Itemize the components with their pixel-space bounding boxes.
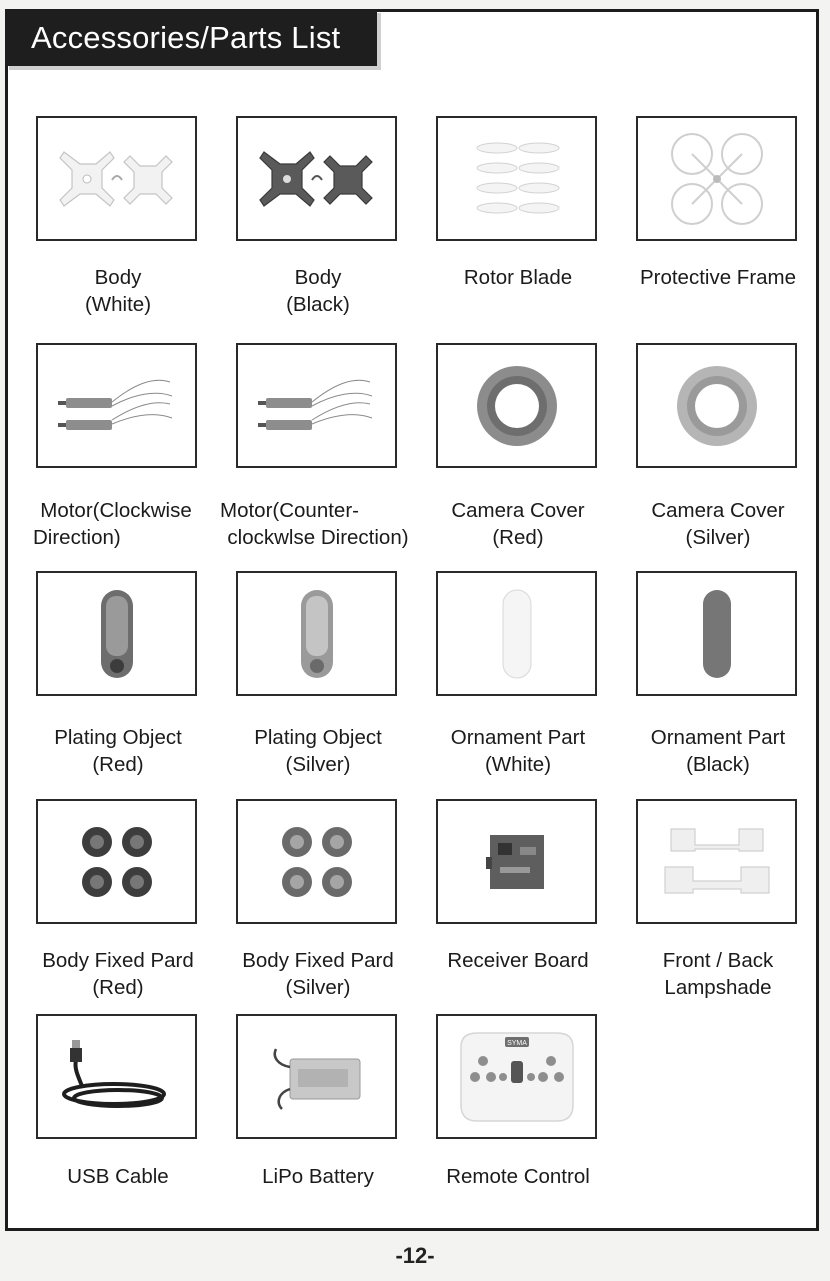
ornament-part-black-icon <box>636 571 797 696</box>
rotor-blade-icon <box>436 116 597 241</box>
caption-plating-object-red: Plating Object (Red) <box>54 726 182 776</box>
caption-ornament-part-white: Ornament Part (White) <box>450 726 586 776</box>
caption-ornament-part-black: Ornament Part (Black) <box>650 726 786 776</box>
caption-body-fixed-pard-silver: Body Fixed Pard (Silver) <box>242 949 394 999</box>
motor-counterclockwise-icon <box>236 343 397 468</box>
lampshade-icon <box>636 799 797 924</box>
ornament-part-white-icon <box>436 571 597 696</box>
body-white-icon <box>36 116 197 241</box>
camera-cover-red-icon <box>436 343 597 468</box>
lipo-battery-icon <box>236 1014 397 1139</box>
caption-receiver-board: Receiver Board <box>447 949 589 972</box>
caption-body-black: Body (Black) <box>286 266 350 316</box>
body-fixed-pard-silver-icon <box>236 799 397 924</box>
caption-camera-cover-silver: Camera Cover (Silver) <box>651 499 785 549</box>
page-title: Accessories/Parts List <box>5 9 377 66</box>
caption-lipo-battery: LiPo Battery <box>262 1165 374 1188</box>
plating-object-red-icon <box>36 571 197 696</box>
page-number: -12- <box>395 1243 435 1268</box>
caption-plating-object-silver: Plating Object (Silver) <box>254 726 382 776</box>
protective-frame-icon <box>636 116 797 241</box>
usb-cable-icon <box>36 1014 197 1139</box>
body-black-icon <box>236 116 397 241</box>
motor-clockwise-icon <box>36 343 197 468</box>
camera-cover-silver-icon <box>636 343 797 468</box>
receiver-board-icon <box>436 799 597 924</box>
caption-remote-control: Remote Control <box>446 1165 590 1188</box>
caption-body-fixed-pard-red: Body Fixed Pard (Red) <box>42 949 194 999</box>
body-fixed-pard-red-icon <box>36 799 197 924</box>
caption-motor-counterclockwise: Motor(Counter- clockwlse Direction) <box>220 499 409 549</box>
remote-brand-text: SYMA <box>506 1039 527 1047</box>
caption-rotor-blade: Rotor Blade <box>463 266 573 289</box>
caption-body-white: Body (White) <box>84 266 152 316</box>
caption-protective-frame: Protective Frame <box>639 266 797 289</box>
caption-camera-cover-red: Camera Cover (Red) <box>451 499 585 549</box>
remote-control-icon <box>436 1014 597 1139</box>
plating-object-silver-icon <box>236 571 397 696</box>
caption-lampshade: Front / Back Lampshade <box>662 949 774 999</box>
caption-usb-cable: USB Cable <box>67 1165 169 1188</box>
caption-motor-clockwise: Motor(Clockwise Direction) <box>33 499 192 549</box>
